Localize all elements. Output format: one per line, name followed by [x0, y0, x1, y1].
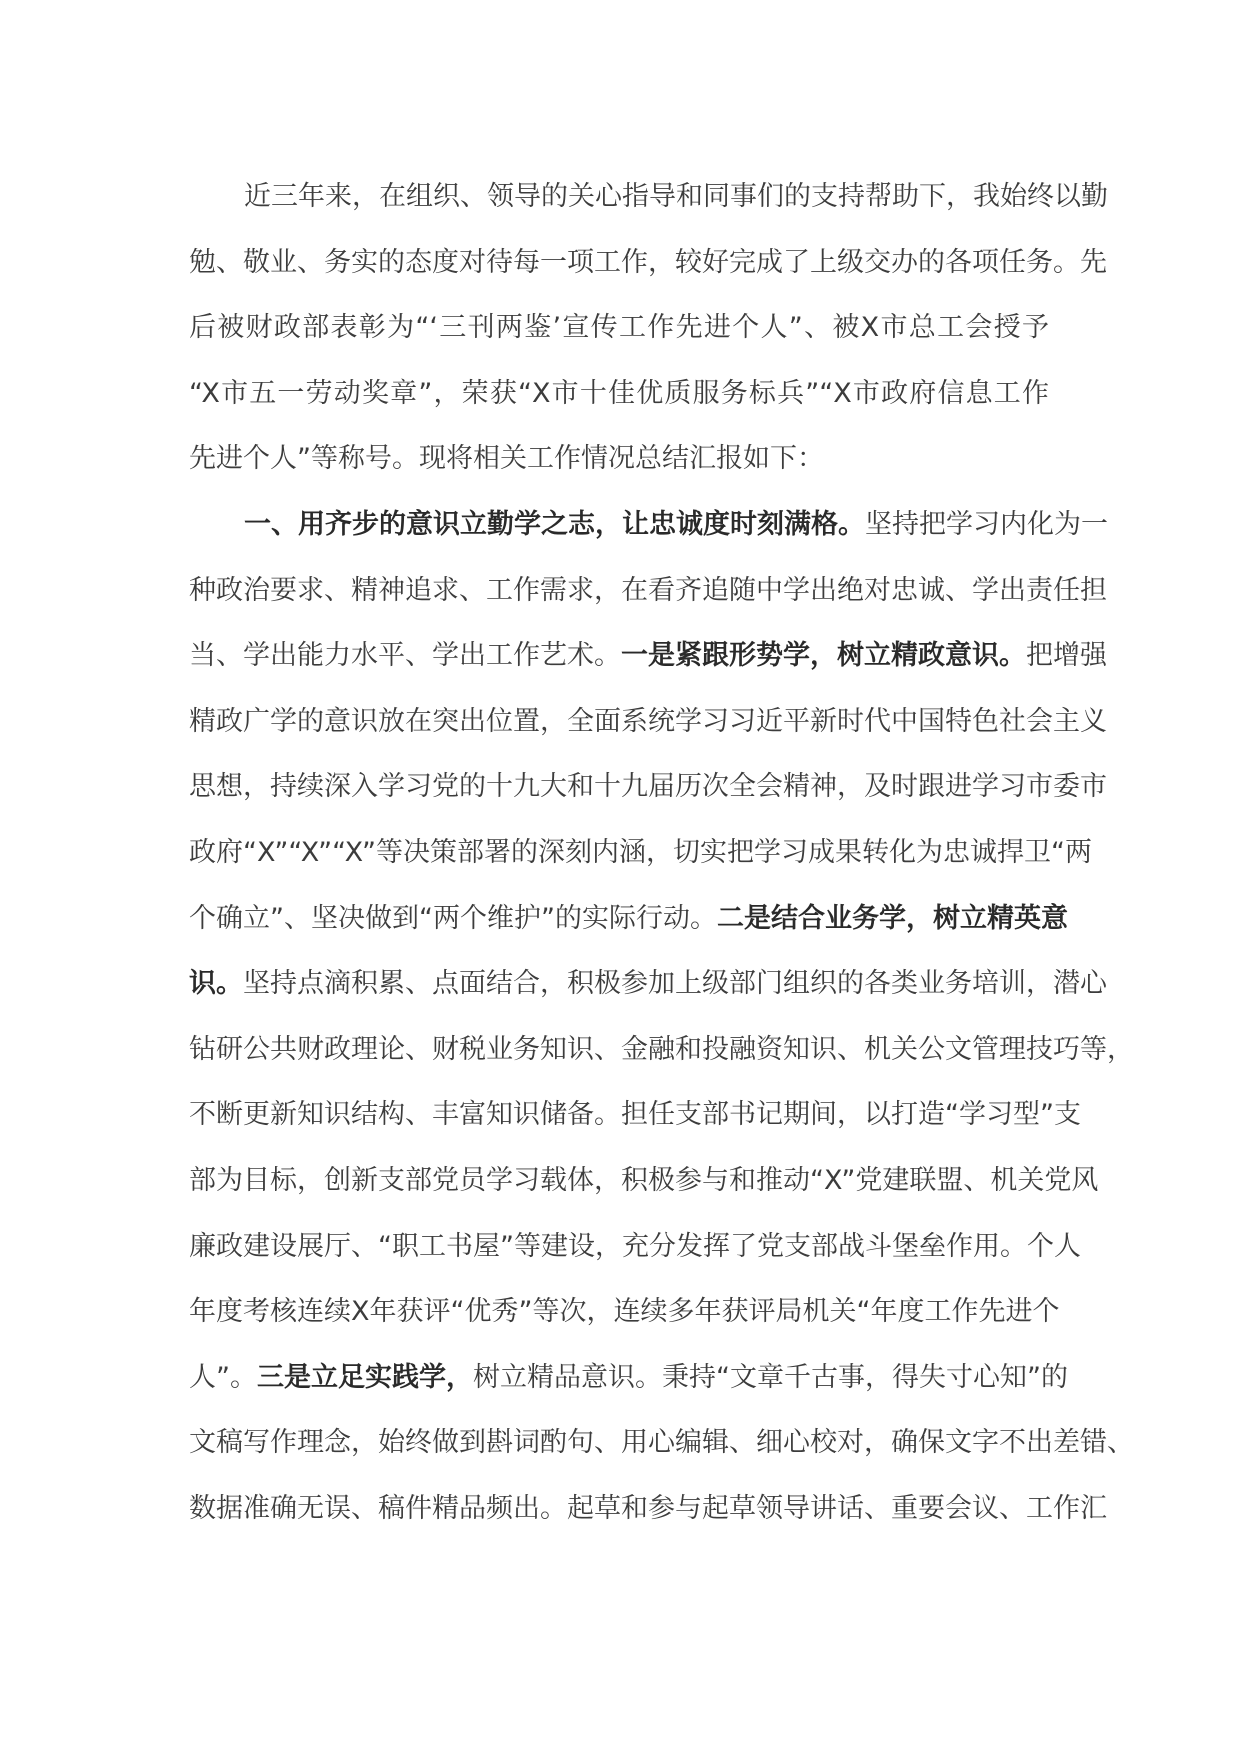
- text-line: [189, 1410, 1134, 1476]
- text-line: [189, 426, 1049, 492]
- bold-heading-text: 一是紧跟形势学，树立精政意识。: [621, 640, 1026, 672]
- body-text: 勉、敬业、务实的态度对待每一项工作，较好完成了上级交办的各项任务。先: [189, 246, 1107, 278]
- body-text: 人”。: [189, 1361, 257, 1393]
- text-line: [189, 492, 1108, 558]
- body-text: 当、学出能力水平、学出工作艺术。: [189, 640, 621, 672]
- text-line: [189, 230, 1107, 296]
- paragraph: [189, 164, 1108, 492]
- body-text: 树立精品意识。秉持“文章千古事，得失寸心知”的: [473, 1361, 1068, 1393]
- body-text: “X市五一劳动奖章”，荣获“X市十佳优质服务标兵”“X市政府信息工作: [189, 377, 1049, 409]
- body-text: 不断更新知识结构、丰富知识储备。担任支部书记期间，以打造“学习型”支: [189, 1099, 1081, 1131]
- text-line: [189, 951, 1107, 1017]
- text-line: [189, 1017, 1134, 1083]
- body-text: 钻研公共财政理论、财税业务知识、金融和投融资知识、机关公文管理技巧等，: [189, 1033, 1134, 1065]
- body-text: 后被财政部表彰为“‘三刊两鉴’宣传工作先进个人”、被X市总工会授予: [189, 312, 1049, 344]
- body-text: 年度考核连续X年获评“优秀”等次，连续多年获评局机关“年度工作先进个: [189, 1296, 1060, 1328]
- body-text: 坚持把学习内化为一: [865, 508, 1108, 540]
- body-text: 个确立”、坚决做到“两个维护”的实际行动。: [189, 902, 717, 934]
- body-text: 数据准确无误、稿件精品频出。起草和参与起草领导讲话、重要会议、工作汇: [189, 1492, 1107, 1524]
- body-text: 思想，持续深入学习党的十九大和十九届历次全会精神，及时跟进学习市委市: [189, 771, 1107, 803]
- body-text: 种政治要求、精神追求、工作需求，在看齐追随中学出绝对忠诚、学出责任担: [189, 574, 1107, 606]
- text-line: [189, 164, 1108, 230]
- text-line: [189, 623, 1107, 689]
- text-line: [189, 1279, 1060, 1345]
- text-line: [189, 820, 1092, 886]
- body-text: 近三年来，在组织、领导的关心指导和同事们的支持帮助下，我始终以勤: [244, 181, 1108, 212]
- paragraph: [189, 492, 1134, 1542]
- body-text: 先进个人”等称号。现将相关工作情况总结汇报如下：: [189, 443, 824, 475]
- body-text: 廉政建设展厅、“职工书屋”等建设，充分发挥了党支部战斗堡垒作用。个人: [189, 1230, 1081, 1262]
- bold-heading-text: 识。: [189, 968, 243, 1000]
- bold-heading-text: 三是立足实践学，: [257, 1361, 473, 1393]
- body-text: 把增强: [1026, 640, 1107, 672]
- text-line: [189, 689, 1107, 755]
- body-text: 精政广学的意识放在突出位置，全面系统学习习近平新时代中国特色社会主义: [189, 705, 1107, 737]
- document-body: [189, 164, 1134, 1541]
- text-line: [189, 1214, 1081, 1280]
- text-line: [189, 1148, 1099, 1214]
- text-line: [189, 1476, 1107, 1542]
- text-line: [189, 361, 1049, 427]
- text-line: [189, 1082, 1081, 1148]
- bold-heading-text: 二是结合业务学，树立精英意: [716, 902, 1068, 934]
- body-text: 部为目标，创新支部党员学习载体，积极参与和推动“X”党建联盟、机关党风: [189, 1164, 1099, 1196]
- text-line: [189, 886, 1068, 952]
- text-line: [189, 558, 1107, 624]
- body-text: 文稿写作理念，始终做到斟词酌句、用心编辑、细心校对，确保文字不出差错、: [189, 1427, 1134, 1459]
- body-text: 政府“X”“X”“X”等决策部署的深刻内涵，切实把学习成果转化为忠诚捍卫“两: [189, 836, 1092, 868]
- text-line: [189, 1345, 1068, 1411]
- text-line: [189, 295, 1049, 361]
- text-line: [189, 754, 1107, 820]
- bold-heading-text: 一、用齐步的意识立勤学之志，让忠诚度时刻满格。: [244, 508, 865, 540]
- body-text: 坚持点滴积累、点面结合，积极参加上级部门组织的各类业务培训，潜心: [243, 968, 1107, 1000]
